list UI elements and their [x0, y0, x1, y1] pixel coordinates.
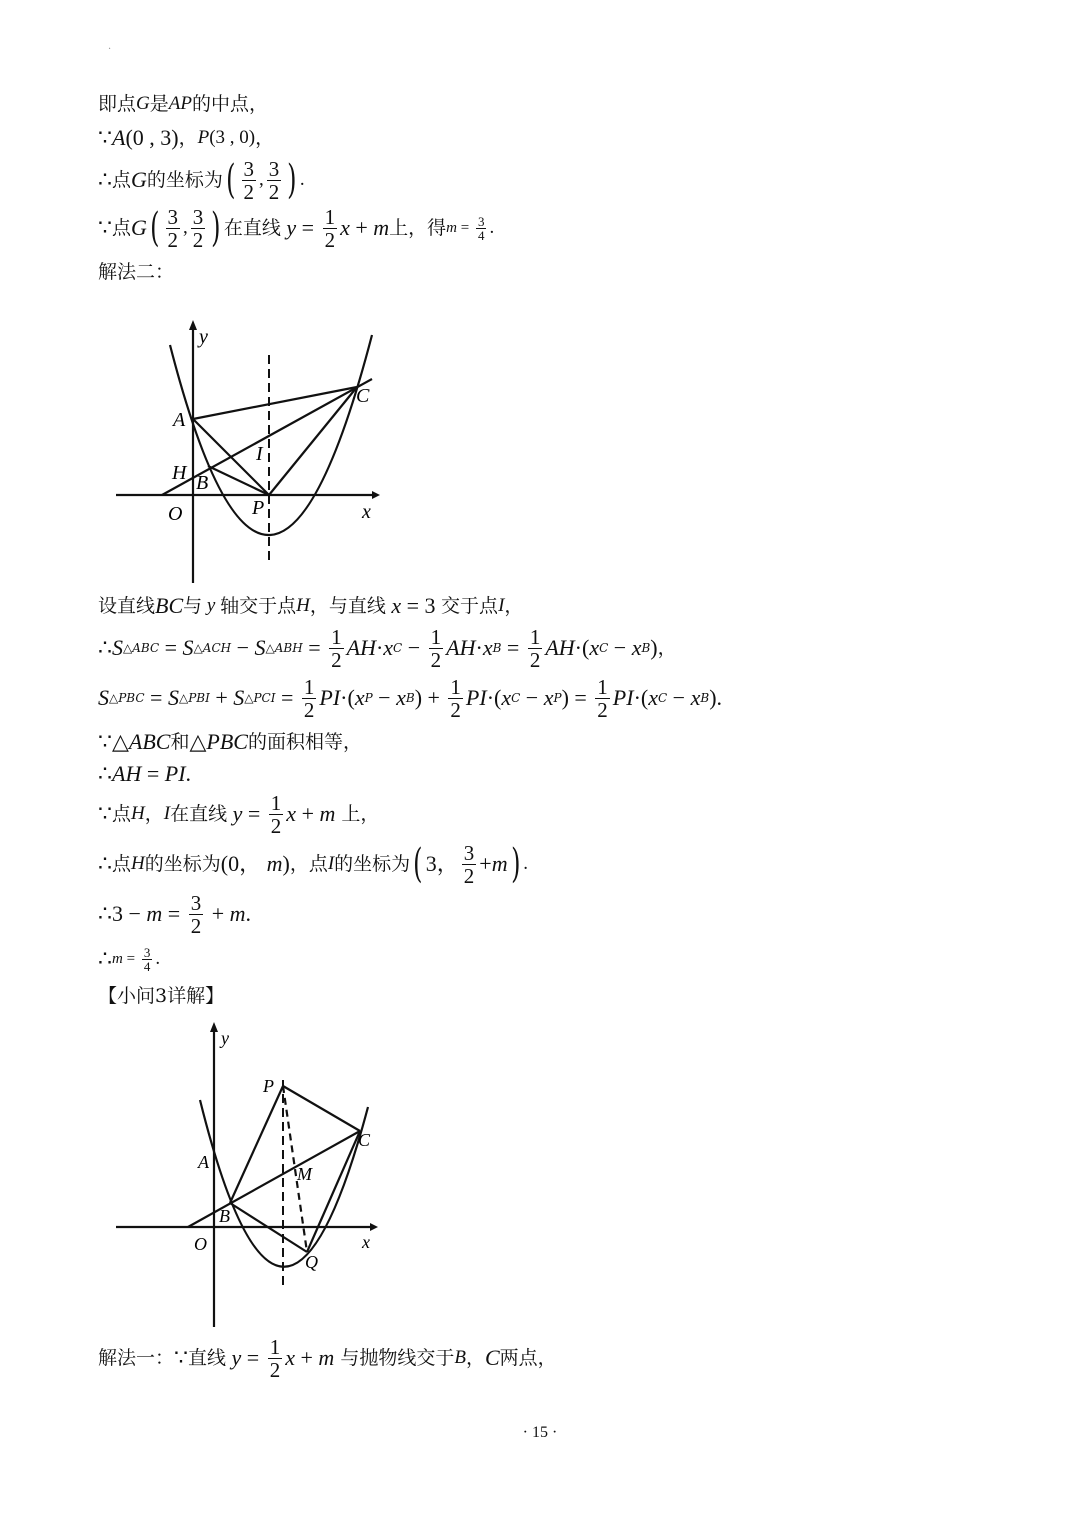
fig2-line-QC [307, 1131, 360, 1252]
fig1-label-C: C [356, 385, 370, 407]
text-line-4: ∵ 点 G ( $\frac{3}{2}$ , $\frac{3}{2}$ ) 在直线 y = $\frac{1}{2}$ x + m 上，得 m = $\frac{3}{4}$ . [98, 204, 495, 252]
fig1-label-P: P [252, 497, 265, 519]
corner-mark: · [108, 44, 112, 55]
text-line-10: ∴ AH = PI . [98, 761, 192, 786]
text-line-6: 设直线 BC 与 y 轴交于点 H ，与直线 x = 3 交于点 I ， [98, 593, 524, 618]
fig2-label-M: M [297, 1164, 312, 1184]
fig1-label-x: x [362, 501, 371, 523]
fig1-line-BP [208, 466, 269, 495]
text-line-12: ∴ 点 H 的坐标为 (0， m ) ，点 I 的坐标为 ( 3， $\frac{3}{2}$ + m ) . [98, 840, 528, 888]
text-line-2: ∵ A (0 , 3) ， P (3 , 0) ， [98, 125, 275, 150]
figure-1-diagram [110, 320, 400, 590]
fig2-label-x: x [362, 1232, 370, 1252]
fig1-label-I: I [256, 443, 263, 465]
fig1-label-A: A [173, 409, 186, 431]
fig2-label-P: P [263, 1076, 274, 1096]
fig2-label-C: C [358, 1130, 371, 1150]
fig1-line-AC [193, 387, 357, 419]
fig2-label-O: O [194, 1234, 207, 1254]
figure-2-diagram [110, 1020, 400, 1335]
text-line-14: ∴ m = $\frac{3}{4}$ . [98, 944, 161, 974]
fig1-label-H: H [172, 462, 187, 484]
fig1-label-B: B [196, 472, 209, 494]
text-line-8: S △PBC = S △PBI + S △PCI = $\frac{1}{2}$ PI ·( x P − x B ) + $\frac{1}{2}$ PI ·( x C − x P ) = $\frac{1}{2}$ PI ·( x C − x B ). [98, 674, 723, 722]
text-line-1: 即点 G 是 AP 的中点， [98, 93, 268, 115]
text-line-11: ∵ 点 H ， I 在直线 y = $\frac{1}{2}$ x + m 上， [98, 790, 380, 838]
fig2-label-Q: Q [305, 1252, 318, 1272]
text-line-9: ∵△ ABC 和 △ PBC 的面积相等， [98, 729, 362, 754]
page-number: · 15 · [522, 1424, 558, 1441]
question-3-heading: 【小问3详解】 [98, 985, 225, 1007]
fig2-line-PC [283, 1086, 360, 1131]
fig2-label-y: y [221, 1028, 229, 1048]
text-line-3: ∴ 点 G 的坐标为 ( $\frac{3}{2}$ , $\frac{3}{2}$ ) . [98, 156, 305, 204]
fig1-label-y: y [199, 326, 208, 348]
text-line-16: 解法一： ∵ 直线 y = $\frac{1}{2}$ x + m 与抛物线交于 B ， C 两点， [98, 1334, 557, 1382]
fig2-label-A: A [198, 1152, 209, 1172]
fig2-line-PB [230, 1086, 283, 1203]
method-two-heading: 解法二： [98, 261, 175, 283]
text-line-13: ∴3 − m = $\frac{3}{2}$ + m . [98, 890, 252, 938]
fig1-label-O: O [168, 503, 183, 525]
fig2-label-B: B [219, 1206, 230, 1226]
fig1-line-PC [269, 387, 357, 495]
text-line-7: ∴ S △ABC = S △ACH − S △ABH = $\frac{1}{2}$ AH · x C − $\frac{1}{2}$ AH · x B = $\frac{1}{2}$ AH ·( x C − x B ) ， [98, 624, 677, 672]
